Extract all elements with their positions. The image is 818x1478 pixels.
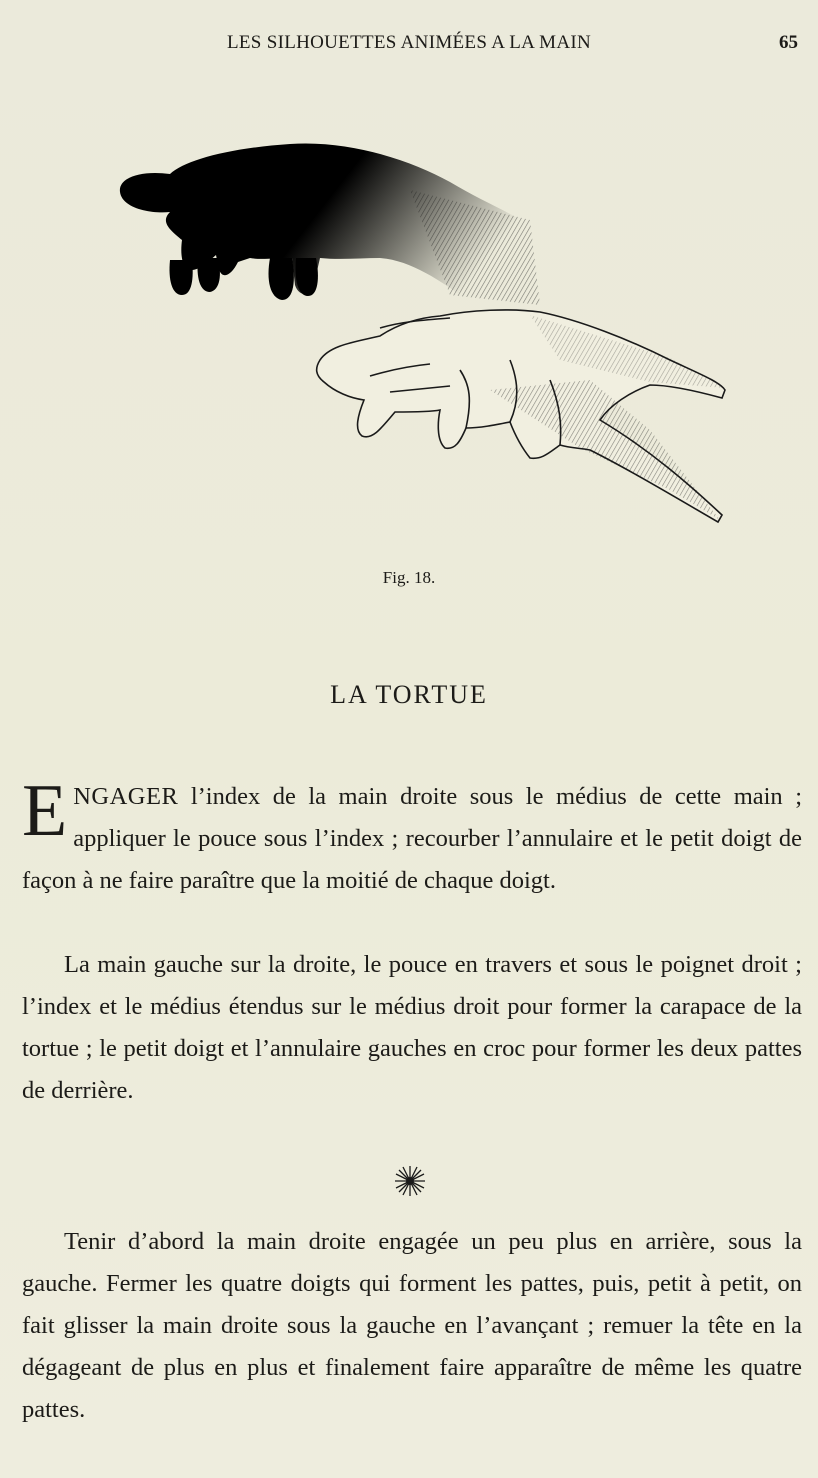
paragraph-1-lead: NGAGER (73, 783, 179, 810)
page-number: 65 (779, 32, 798, 53)
turtle-shadow-shape (120, 143, 540, 305)
drop-cap: E (22, 770, 68, 852)
section-title: LA TORTUE (330, 680, 488, 709)
running-head (0, 32, 818, 60)
running-title: LES SILHOUETTES ANIMÉES A LA MAIN (226, 32, 592, 53)
paragraph-2: La main gauche sur la droite, le pouce en travers et sous le poignet droit ; l’index et le médius étendus sur le médius droit pour former la carapace de la tortue ; le petit doigt et l’annulaire gauches en croc pour former les deux pattes de derrière. (22, 951, 802, 1104)
sunburst-ornament-icon (393, 1164, 427, 1198)
paragraph-1-text: l’index de la main droite sous le médius de cette main ; appliquer le pouce sous l’index ; recourber l’annulaire et le petit doigt de façon à ne faire paraître que la moitié de chaque doigt. (22, 783, 802, 894)
paragraph-3: Tenir d’abord la main droite engagée un peu plus en arrière, sous la gauche. Fermer les quatre doigts qui forment les pattes, puis, petit à petit, on fait glisser la main droite sous la gauche en l’avançant ; remuer la tête en la dégageant de plus en plus et finalement faire apparaître de même les quatre pattes. (22, 1228, 802, 1423)
paragraph-1 (22, 770, 802, 902)
hand-shadow-turtle-illustration (110, 130, 730, 530)
figure-caption: Fig. 18. (382, 568, 436, 587)
hand-drawing (317, 310, 725, 522)
